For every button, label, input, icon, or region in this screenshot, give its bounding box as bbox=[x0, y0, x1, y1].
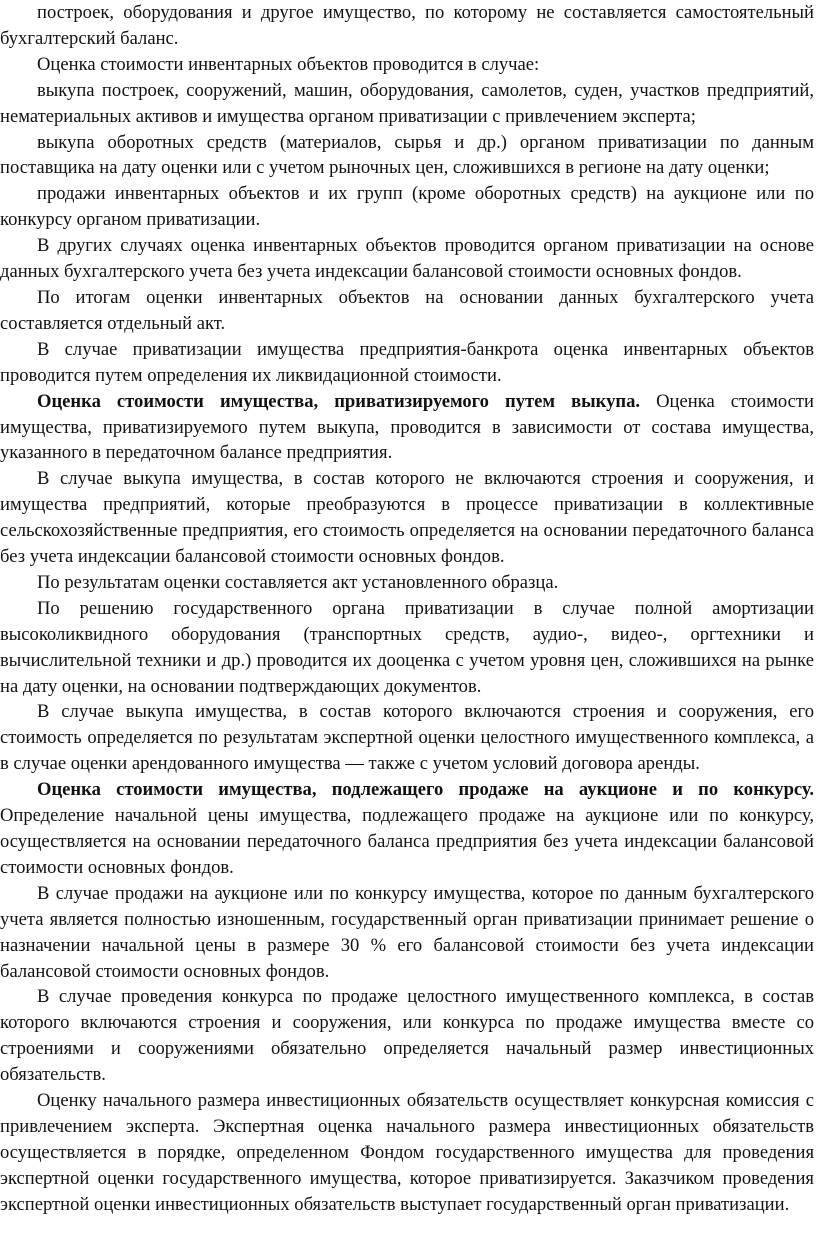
paragraph: В случае приватизации имущества предприятия-банкрота оценка инвентарных объектов проводится путем определения их ликвидационной стоимости. bbox=[0, 338, 814, 386]
paragraph: выкупа построек, сооружений, машин, оборудования, самолетов, суден, участков предприятий, нематериальных активов и имущества органом приватизации с привлечением эксперта; bbox=[0, 79, 814, 127]
section-lead-text: Оценка стоимости имущества, приватизируемого путем выкупа, проводится в зависимости от состава имущества, указанного в передаточном балансе предприятия. bbox=[0, 390, 815, 464]
section-heading: Оценка стоимости имущества, подлежащего продаже на аукционе и по конкурсу. bbox=[37, 779, 814, 801]
paragraph: В случае выкупа имущества, в состав которого не включаются строения и сооружения, и имущества предприятий, которые преобразуются в процессе приватизации в коллективные сельскохозяйственные предприятия, его стоимость определяется на основании передаточного баланса без учета индексации балансовой стоимости основных фондов. bbox=[0, 468, 814, 568]
paragraph: В случае выкупа имущества, в состав которого включаются строения и сооружения, его стоимость определяется по результатам экспертной оценки целостного имущественного комплекса, а в случае оценки арендованного имущества — также с учетом условий договора аренды. bbox=[0, 701, 814, 775]
section-paragraph bbox=[0, 777, 816, 881]
paragraph: выкупа оборотных средств (материалов, сырья и др.) органом приватизации по данным поставщика на дату оценки или с учетом рыночных цен, сложившихся в регионе на дату оценки; bbox=[0, 131, 814, 179]
paragraph: По решению государственного органа приватизации в случае полной амортизации высоколиквидного оборудования (транспортных средств, аудио-, видео-, оргтехники и вычислительной техники и др.) проводится их дооценка с учетом уровня цен, сложившихся на рынке на дату оценки, на основании подтверждающих документов. bbox=[0, 597, 814, 697]
paragraph: В других случаях оценка инвентарных объектов проводится органом приватизации на основе данных бухгалтерского учета без учета индексации балансовой стоимости основных фондов. bbox=[0, 235, 814, 283]
section-lead-text: Определение начальной цены имущества, подлежащего продаже на аукционе или по конкурсу, осуществляется на основании передаточного баланса предприятия без учета индексации балансовой стоимости основных фондов. bbox=[0, 805, 814, 878]
paragraph: продажи инвентарных объектов и их групп (кроме оборотных средств) на аукционе или по конкурсу органом приватизации. bbox=[0, 183, 814, 231]
paragraph: Оценка стоимости инвентарных объектов проводится в случае: bbox=[37, 53, 540, 75]
paragraph: В случае проведения конкурса по продаже целостного имущественного комплекса, в состав которого включаются строения и сооружения, или конкурса по продаже имущества вместе со строениями и сооружениями обязательно определяется начальный размер инвестиционных обязательств. bbox=[0, 986, 814, 1086]
section-paragraph bbox=[0, 389, 816, 467]
paragraph: Оценку начального размера инвестиционных обязательств осуществляет конкурсная комиссия с привлечением эксперта. Экспертная оценка начального размера инвестиционных обязательств осуществляется в порядке, определенном Фондом государственного имущества для проведения экспертной оценки государственного имущества, которое приватизируется. Заказчиком проведения экспертной оценки инвестиционных обязательств выступает государственный орган приватизации. bbox=[0, 1090, 814, 1215]
section-heading: Оценка стоимости имущества, приватизируемого путем выкупа. bbox=[37, 390, 641, 412]
paragraph: В случае продажи на аукционе или по конкурсу имущества, которое по данным бухгалтерского учета является полностью изношенным, государственный орган приватизации принимает решение о назначении начальной цены в размере 30 % его балансовой стоимости без учета индексации балансовой стоимости основных фондов. bbox=[0, 882, 814, 982]
paragraph: построек, оборудования и другое имущество, по которому не составляется самостоятельный бухгалтерский баланс. bbox=[0, 2, 814, 49]
paragraph: По результатам оценки составляется акт установленного образца. bbox=[37, 571, 559, 593]
paragraph: По итогам оценки инвентарных объектов на основании данных бухгалтерского учета составляется отдельный акт. bbox=[0, 286, 814, 334]
